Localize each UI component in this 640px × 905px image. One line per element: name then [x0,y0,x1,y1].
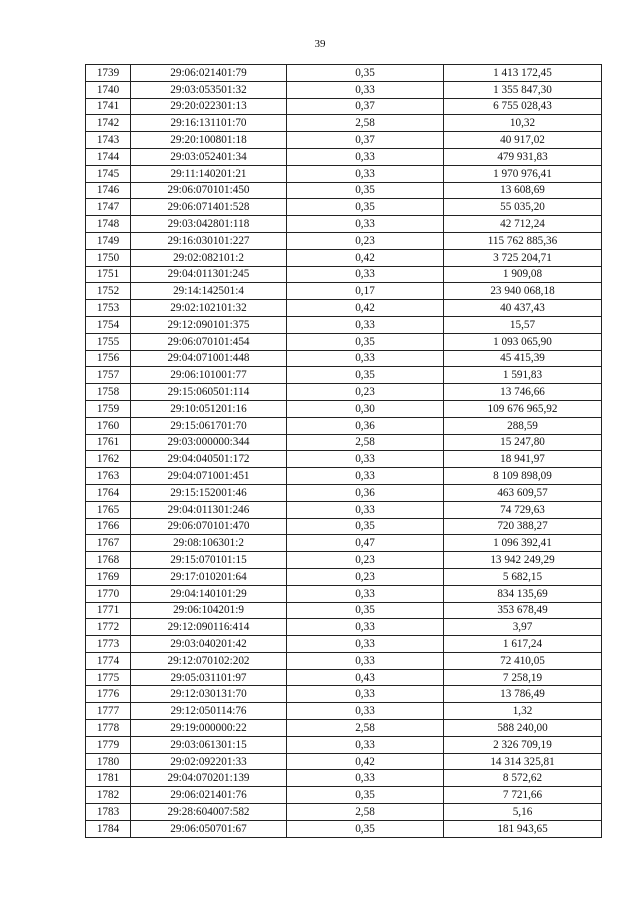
table-row [86,65,602,82]
cadastral-number-cell: 29:08:106301:2 [131,535,287,552]
cadastral-number-cell: 29:02:092201:33 [131,753,287,770]
amount-cell: 18 941,97 [444,451,602,468]
row-number-cell: 1773 [86,636,131,653]
amount-cell: 834 135,69 [444,585,602,602]
cadastral-number-cell: 29:12:050114:76 [131,703,287,720]
rate-cell: 0,35 [287,518,444,535]
table-row [86,451,602,468]
table-row [86,636,602,653]
row-number-cell: 1781 [86,770,131,787]
rate-cell: 0,23 [287,232,444,249]
row-number-cell: 1768 [86,552,131,569]
rate-cell: 0,33 [287,619,444,636]
cadastral-number-cell: 29:10:051201:16 [131,400,287,417]
rate-cell: 0,35 [287,787,444,804]
table-row [86,753,602,770]
table-row [86,652,602,669]
amount-cell: 8 109 898,09 [444,468,602,485]
cadastral-number-cell: 29:06:021401:79 [131,65,287,82]
table-row [86,669,602,686]
row-number-cell: 1769 [86,568,131,585]
rate-cell: 0,33 [287,451,444,468]
cadastral-number-cell: 29:19:000000:22 [131,720,287,737]
row-number-cell: 1747 [86,199,131,216]
cadastral-number-cell: 29:04:070201:139 [131,770,287,787]
amount-cell: 72 410,05 [444,652,602,669]
table-row [86,283,602,300]
rate-cell: 0,47 [287,535,444,552]
rate-cell: 0,33 [287,770,444,787]
cadastral-number-cell: 29:15:070101:15 [131,552,287,569]
row-number-cell: 1764 [86,484,131,501]
page-number: 39 [314,38,326,50]
cadastral-number-cell: 29:12:090101:375 [131,316,287,333]
rate-cell: 0,42 [287,249,444,266]
cadastral-number-cell: 29:16:131101:70 [131,115,287,132]
table-row [86,132,602,149]
row-number-cell: 1774 [86,652,131,669]
table-row [86,165,602,182]
row-number-cell: 1752 [86,283,131,300]
row-number-cell: 1756 [86,350,131,367]
cadastral-number-cell: 29:06:070101:470 [131,518,287,535]
cadastral-number-cell: 29:05:031101:97 [131,669,287,686]
table-row [86,300,602,317]
row-number-cell: 1750 [86,249,131,266]
rate-cell: 0,35 [287,333,444,350]
amount-cell: 115 762 885,36 [444,232,602,249]
row-number-cell: 1740 [86,81,131,98]
table-row [86,115,602,132]
row-number-cell: 1767 [86,535,131,552]
rate-cell: 0,35 [287,65,444,82]
amount-cell: 720 388,27 [444,518,602,535]
amount-cell: 5 682,15 [444,568,602,585]
rate-cell: 0,23 [287,384,444,401]
rate-cell: 0,33 [287,266,444,283]
row-number-cell: 1762 [86,451,131,468]
amount-cell: 7 721,66 [444,787,602,804]
table-row [86,602,602,619]
cadastral-number-cell: 29:11:140201:21 [131,165,287,182]
row-number-cell: 1751 [86,266,131,283]
amount-cell: 45 415,39 [444,350,602,367]
rate-cell: 0,36 [287,484,444,501]
amount-cell: 1,32 [444,703,602,720]
row-number-cell: 1772 [86,619,131,636]
amount-cell: 1 355 847,30 [444,81,602,98]
row-number-cell: 1744 [86,148,131,165]
row-number-cell: 1778 [86,720,131,737]
table-row [86,535,602,552]
amount-cell: 1 096 392,41 [444,535,602,552]
rate-cell: 0,33 [287,350,444,367]
cadastral-number-cell: 29:02:102101:32 [131,300,287,317]
row-number-cell: 1761 [86,434,131,451]
rate-cell: 0,33 [287,636,444,653]
cadastral-number-cell: 29:06:021401:76 [131,787,287,804]
row-number-cell: 1763 [86,468,131,485]
amount-cell: 5,16 [444,804,602,821]
table-row [86,736,602,753]
rate-cell: 0,37 [287,98,444,115]
amount-cell: 288,59 [444,417,602,434]
table-row [86,232,602,249]
row-number-cell: 1754 [86,316,131,333]
cadastral-number-cell: 29:06:070101:450 [131,182,287,199]
table-row [86,333,602,350]
cadastral-number-cell: 29:03:000000:344 [131,434,287,451]
table-row [86,720,602,737]
row-number-cell: 1749 [86,232,131,249]
rate-cell: 0,33 [287,468,444,485]
row-number-cell: 1759 [86,400,131,417]
rate-cell: 0,30 [287,400,444,417]
amount-cell: 1 413 172,45 [444,65,602,82]
rate-cell: 0,35 [287,182,444,199]
amount-cell: 1 617,24 [444,636,602,653]
table-row [86,367,602,384]
cadastral-number-cell: 29:03:061301:15 [131,736,287,753]
row-number-cell: 1771 [86,602,131,619]
cadastral-number-cell: 29:04:011301:245 [131,266,287,283]
cadastral-number-cell: 29:04:071001:448 [131,350,287,367]
table-row [86,820,602,837]
rate-cell: 2,58 [287,720,444,737]
rate-cell: 2,58 [287,434,444,451]
table-row [86,804,602,821]
table-row [86,501,602,518]
table-row [86,350,602,367]
amount-cell: 6 755 028,43 [444,98,602,115]
amount-cell: 13 608,69 [444,182,602,199]
cadastral-number-cell: 29:03:053501:32 [131,81,287,98]
amount-cell: 1 093 065,90 [444,333,602,350]
amount-cell: 13 786,49 [444,686,602,703]
row-number-cell: 1758 [86,384,131,401]
cadastral-number-cell: 29:12:090116:414 [131,619,287,636]
cadastral-number-cell: 29:06:050701:67 [131,820,287,837]
cadastral-number-cell: 29:04:071001:451 [131,468,287,485]
row-number-cell: 1765 [86,501,131,518]
amount-cell: 8 572,62 [444,770,602,787]
row-number-cell: 1783 [86,804,131,821]
cadastral-number-cell: 29:17:010201:64 [131,568,287,585]
row-number-cell: 1746 [86,182,131,199]
cadastral-number-cell: 29:15:152001:46 [131,484,287,501]
table-row [86,384,602,401]
rate-cell: 2,58 [287,804,444,821]
rate-cell: 0,42 [287,300,444,317]
rate-cell: 0,43 [287,669,444,686]
rate-cell: 0,33 [287,501,444,518]
cadastral-number-cell: 29:15:060501:114 [131,384,287,401]
amount-cell: 14 314 325,81 [444,753,602,770]
row-number-cell: 1779 [86,736,131,753]
amount-cell: 463 609,57 [444,484,602,501]
rate-cell: 0,35 [287,367,444,384]
amount-cell: 42 712,24 [444,216,602,233]
rate-cell: 0,33 [287,585,444,602]
table-row [86,568,602,585]
rate-cell: 0,33 [287,81,444,98]
cadastral-number-cell: 29:03:042801:118 [131,216,287,233]
rate-cell: 0,35 [287,602,444,619]
rate-cell: 0,33 [287,652,444,669]
cadastral-number-cell: 29:16:030101:227 [131,232,287,249]
rate-cell: 0,33 [287,736,444,753]
cadastral-number-cell: 29:06:101001:77 [131,367,287,384]
row-number-cell: 1748 [86,216,131,233]
table-row [86,148,602,165]
cadastral-number-cell: 29:20:100801:18 [131,132,287,149]
row-number-cell: 1777 [86,703,131,720]
amount-cell: 3 725 204,71 [444,249,602,266]
cadastral-number-cell: 29:06:070101:454 [131,333,287,350]
rate-cell: 0,33 [287,148,444,165]
cadastral-number-cell: 29:28:604007:582 [131,804,287,821]
amount-cell: 7 258,19 [444,669,602,686]
rate-cell: 0,35 [287,820,444,837]
row-number-cell: 1743 [86,132,131,149]
rate-cell: 0,37 [287,132,444,149]
amount-cell: 353 678,49 [444,602,602,619]
table-row [86,199,602,216]
cadastral-number-cell: 29:04:140101:29 [131,585,287,602]
row-number-cell: 1782 [86,787,131,804]
table-row [86,484,602,501]
table-row [86,81,602,98]
table-row [86,98,602,115]
amount-cell: 479 931,83 [444,148,602,165]
amount-cell: 40 437,43 [444,300,602,317]
table-row [86,686,602,703]
rate-cell: 0,33 [287,165,444,182]
cadastral-number-cell: 29:12:070102:202 [131,652,287,669]
table-row [86,703,602,720]
cadastral-number-cell: 29:04:040501:172 [131,451,287,468]
cadastral-number-cell: 29:12:030131:70 [131,686,287,703]
amount-cell: 55 035,20 [444,199,602,216]
table-row [86,316,602,333]
rate-cell: 0,33 [287,316,444,333]
data-table [85,64,602,838]
cadastral-number-cell: 29:20:022301:13 [131,98,287,115]
rate-cell: 0,42 [287,753,444,770]
amount-cell: 1 909,08 [444,266,602,283]
row-number-cell: 1770 [86,585,131,602]
cadastral-number-cell: 29:03:052401:34 [131,148,287,165]
cadastral-number-cell: 29:14:142501:4 [131,283,287,300]
table-row [86,518,602,535]
rate-cell: 2,58 [287,115,444,132]
table-row [86,552,602,569]
table-row [86,216,602,233]
rate-cell: 0,35 [287,199,444,216]
row-number-cell: 1753 [86,300,131,317]
row-number-cell: 1755 [86,333,131,350]
row-number-cell: 1784 [86,820,131,837]
cadastral-number-cell: 29:06:071401:528 [131,199,287,216]
row-number-cell: 1776 [86,686,131,703]
cadastral-number-cell: 29:04:011301:246 [131,501,287,518]
row-number-cell: 1766 [86,518,131,535]
table-row [86,619,602,636]
table-body [86,65,602,838]
amount-cell: 13 942 249,29 [444,552,602,569]
table-row [86,417,602,434]
table-row [86,585,602,602]
row-number-cell: 1745 [86,165,131,182]
table-row [86,249,602,266]
table-row [86,400,602,417]
rate-cell: 0,23 [287,552,444,569]
amount-cell: 13 746,66 [444,384,602,401]
cadastral-number-cell: 29:03:040201:42 [131,636,287,653]
cadastral-number-cell: 29:02:082101:2 [131,249,287,266]
amount-cell: 1 591,83 [444,367,602,384]
rate-cell: 0,23 [287,568,444,585]
table-row [86,770,602,787]
row-number-cell: 1775 [86,669,131,686]
amount-cell: 40 917,02 [444,132,602,149]
amount-cell: 1 970 976,41 [444,165,602,182]
amount-cell: 3,97 [444,619,602,636]
table-row [86,266,602,283]
amount-cell: 109 676 965,92 [444,400,602,417]
cadastral-number-cell: 29:06:104201:9 [131,602,287,619]
amount-cell: 588 240,00 [444,720,602,737]
amount-cell: 181 943,65 [444,820,602,837]
amount-cell: 23 940 068,18 [444,283,602,300]
table-row [86,787,602,804]
table-row [86,182,602,199]
cadastral-number-cell: 29:15:061701:70 [131,417,287,434]
rate-cell: 0,33 [287,703,444,720]
row-number-cell: 1739 [86,65,131,82]
row-number-cell: 1757 [86,367,131,384]
row-number-cell: 1741 [86,98,131,115]
row-number-cell: 1742 [86,115,131,132]
rate-cell: 0,33 [287,216,444,233]
amount-cell: 2 326 709,19 [444,736,602,753]
table-row [86,434,602,451]
amount-cell: 15,57 [444,316,602,333]
amount-cell: 15 247,80 [444,434,602,451]
row-number-cell: 1760 [86,417,131,434]
table-row [86,468,602,485]
rate-cell: 0,36 [287,417,444,434]
rate-cell: 0,17 [287,283,444,300]
rate-cell: 0,33 [287,686,444,703]
amount-cell: 10,32 [444,115,602,132]
amount-cell: 74 729,63 [444,501,602,518]
row-number-cell: 1780 [86,753,131,770]
